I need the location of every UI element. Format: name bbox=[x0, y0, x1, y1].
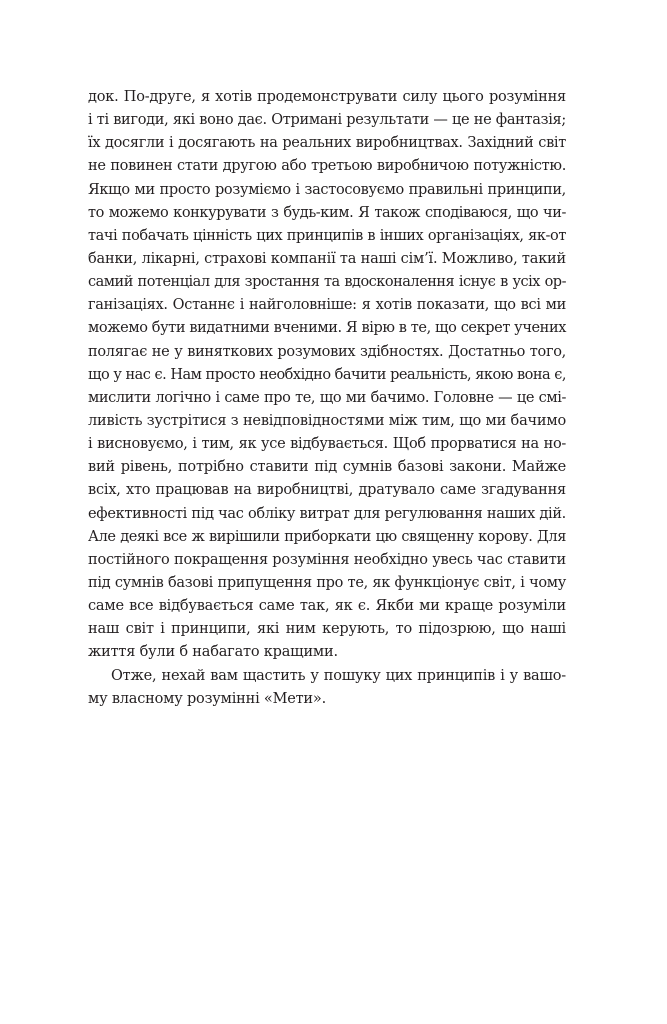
text-line: Якщо ми просто розуміємо і застосовуємо правильні принципи, bbox=[88, 181, 566, 198]
book-page bbox=[88, 86, 566, 711]
text-line: під сумнів базові припущення про те, як функціонує світ, і чому bbox=[88, 574, 566, 591]
text-line: і висновуємо, і тим, як усе відбувається. Щоб прорватися на но- bbox=[88, 436, 566, 453]
text-line: можемо бути видатними вченими. Я вірю в те, що секрет учених bbox=[88, 320, 566, 337]
text-line: всіх, хто працював на виробництві, дратувало саме згадування bbox=[88, 482, 566, 499]
text-line: док. По-друге, я хотів продемонструвати силу цього розуміння bbox=[88, 89, 566, 105]
paragraph-2 bbox=[88, 665, 566, 711]
text-line: життя були б набагато кращими. bbox=[88, 644, 338, 661]
text-line: постійного покращення розуміння необхідно увесь час ставити bbox=[88, 551, 566, 568]
text-line: не повинен стати другою або третьою виробничою потужністю. bbox=[88, 158, 566, 175]
text-line: полягає не у виняткових розумових здібностях. Достатньо того, bbox=[88, 343, 566, 360]
text-line: ливість зустрітися з невідповідностями між тим, що ми бачимо bbox=[88, 412, 566, 429]
text-line: му власному розумінні «Мети». bbox=[88, 690, 326, 707]
text-line: то можемо конкурувати з будь-ким. Я також сподіваюся, що чи- bbox=[88, 204, 566, 221]
text-line: тачі побачать цінність цих принципів в інших організаціях, як-от bbox=[88, 227, 566, 244]
text-line: Отже, нехай вам щастить у пошуку цих принципів і у вашо- bbox=[111, 667, 566, 684]
text-line: ганізаціях. Останнє і найголовніше: я хотів показати, що всі ми bbox=[88, 297, 566, 314]
text-line: саме все відбувається саме так, як є. Якби ми краще розуміли bbox=[88, 598, 566, 615]
text-line: ефективності під час обліку витрат для регулювання наших дій. bbox=[88, 505, 566, 522]
text-line: мислити логічно і саме про те, що ми бачимо. Головне — це смі- bbox=[88, 389, 566, 406]
text-line: і ті вигоди, які воно дає. Отримані результати — це не фантазія; bbox=[88, 112, 566, 129]
paragraph-1 bbox=[88, 86, 566, 665]
text-line: наш світ і принципи, які ним керують, то підозрюю, що наші bbox=[88, 621, 566, 638]
text-line: банки, лікарні, страхові компанії та наші сім’ї. Можливо, такий bbox=[88, 250, 566, 267]
text-line: вий рівень, потрібно ставити під сумнів базові закони. Майже bbox=[88, 459, 566, 476]
text-line: самий потенціал для зростання та вдосконалення існує в усіх ор- bbox=[88, 274, 566, 291]
text-line: Але деякі все ж вирішили приборкати цю священну корову. Для bbox=[88, 528, 566, 545]
text-line: що у нас є. Нам просто необхідно бачити реальність, якою вона є, bbox=[88, 366, 566, 383]
text-line: їх досягли і досягають на реальних виробництвах. Західний світ bbox=[88, 135, 566, 152]
